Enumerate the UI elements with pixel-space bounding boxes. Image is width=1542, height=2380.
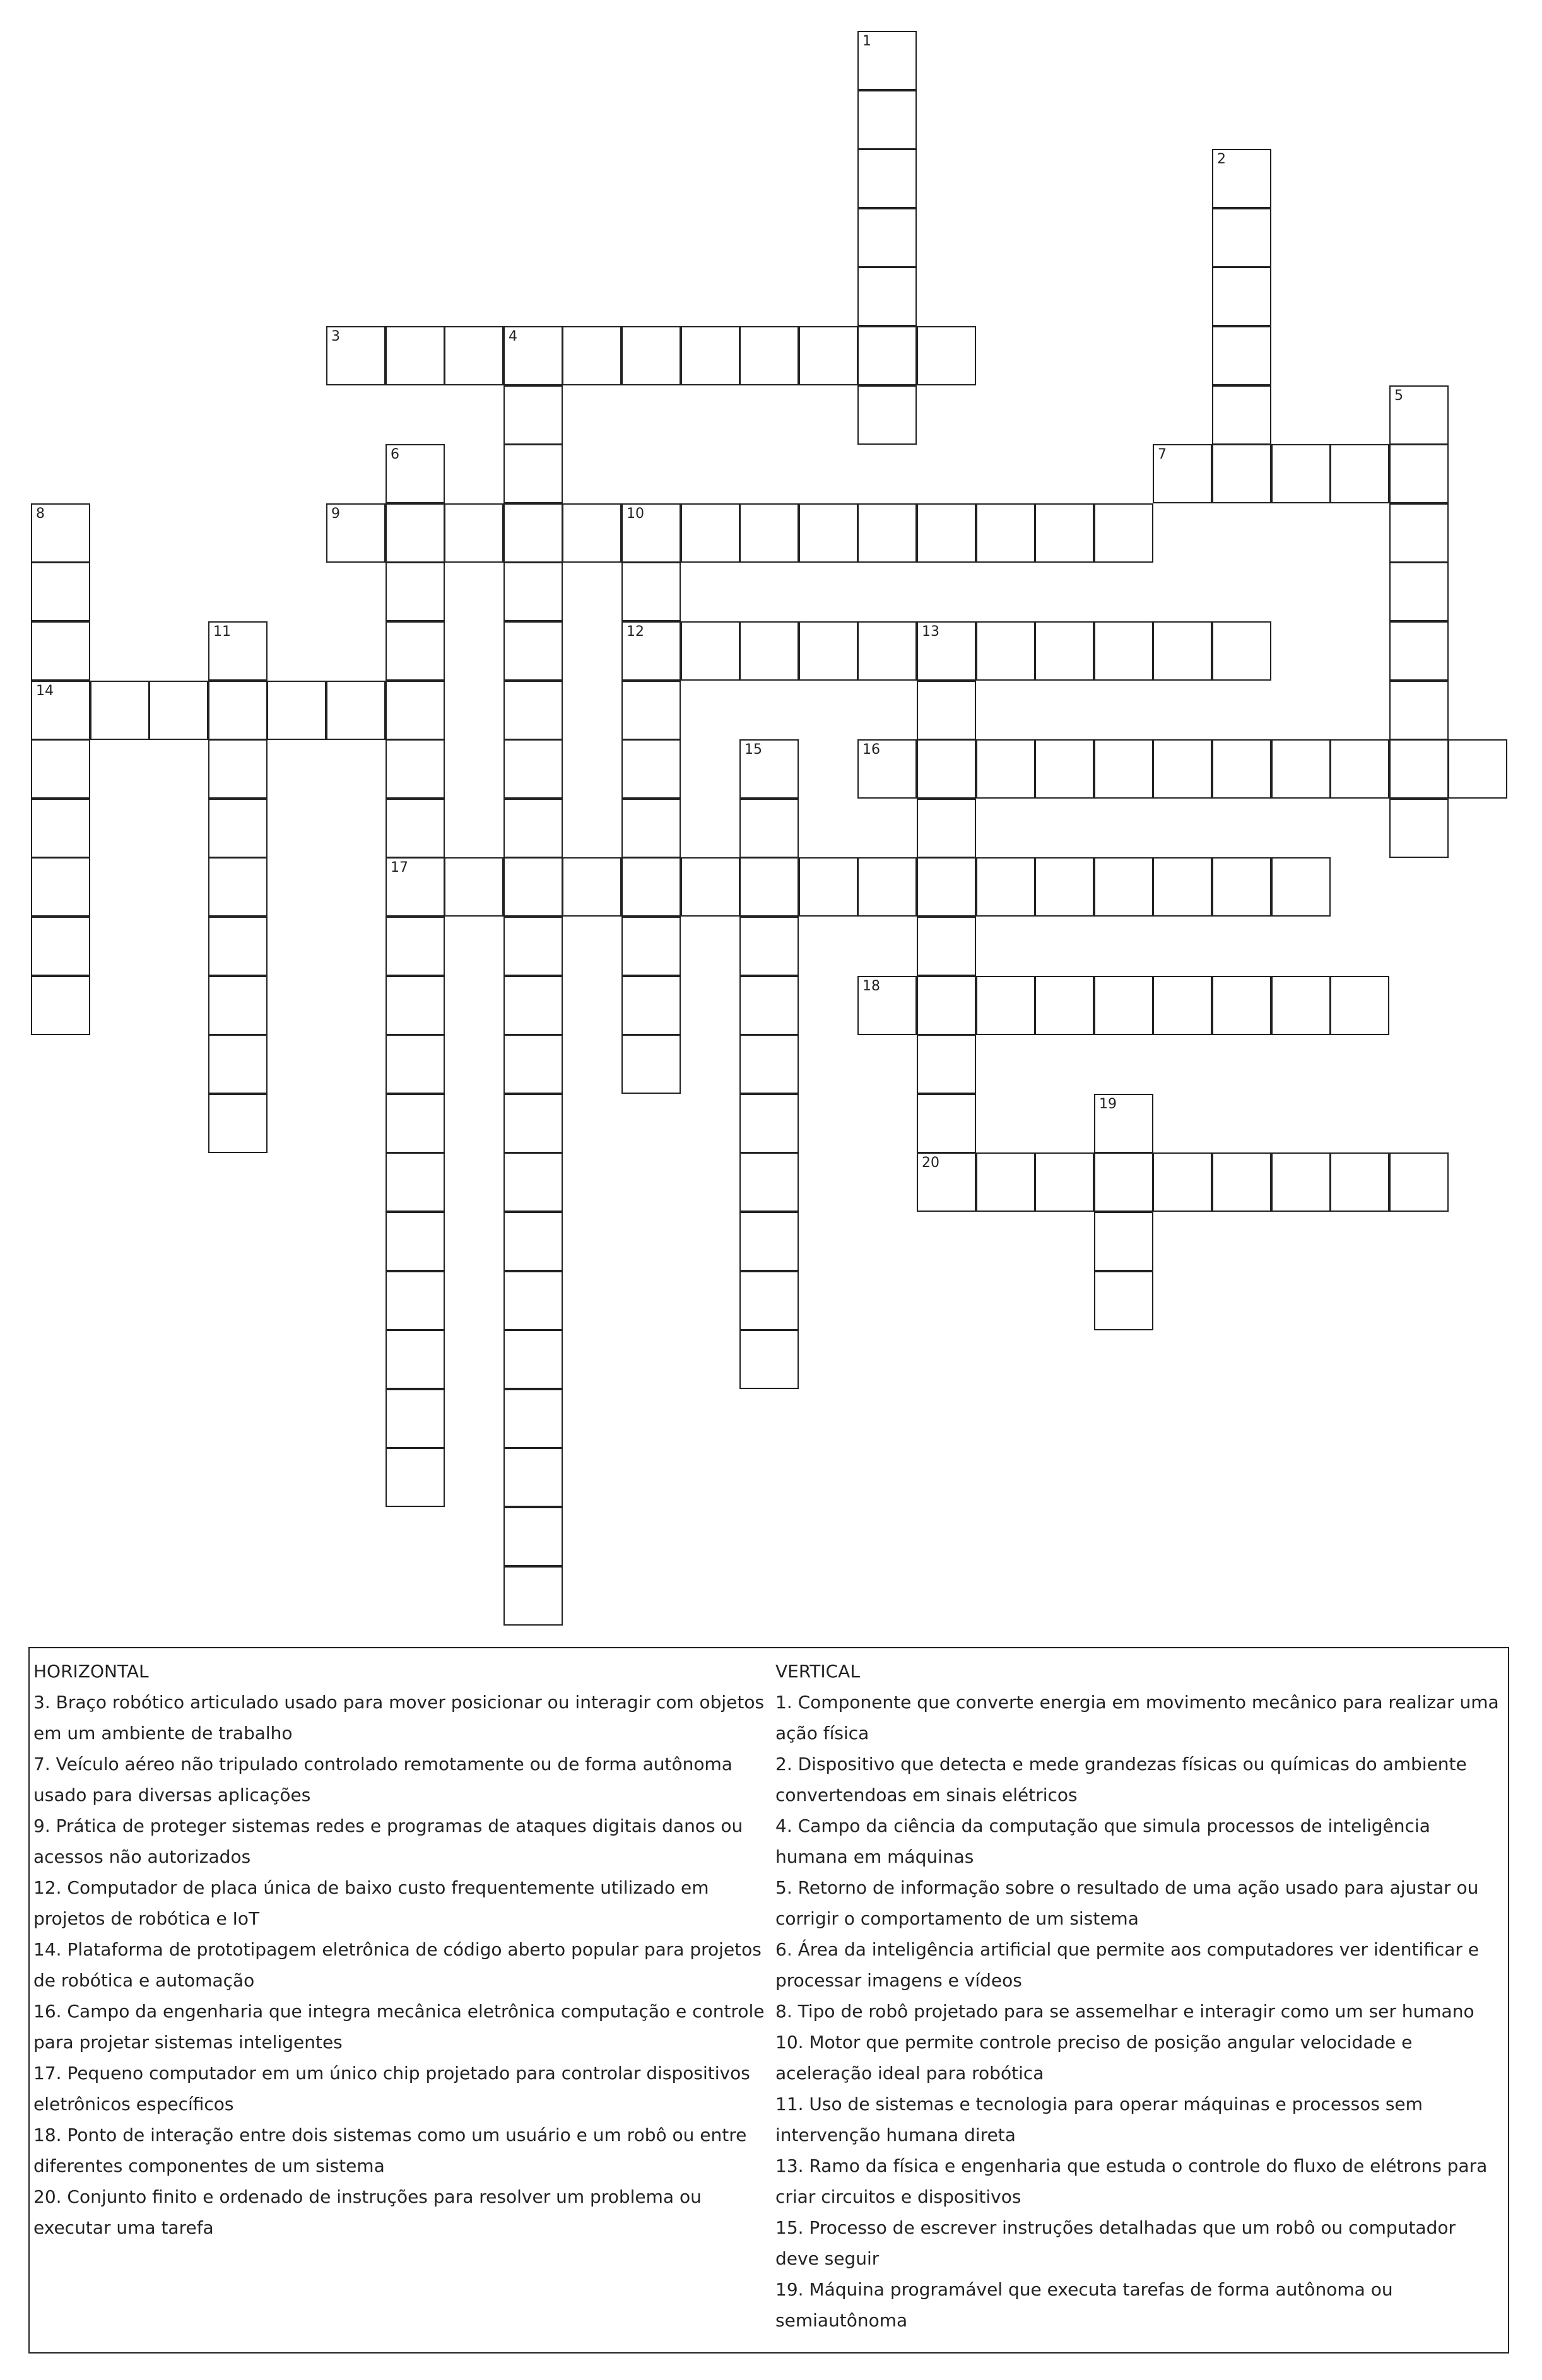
clue-number: 13	[922, 624, 939, 640]
grid-cell[interactable]	[1153, 739, 1212, 799]
clue-number: 4	[509, 329, 517, 344]
grid-cell[interactable]	[1389, 385, 1449, 445]
grid-cell[interactable]	[503, 857, 563, 917]
clue-vertical-6: 6. Área da inteligência artificial que permite aos computadores ver identificar e processar imagens e vídeos	[775, 1939, 1480, 1991]
grid-cell[interactable]	[621, 503, 681, 563]
grid-cell[interactable]	[503, 1271, 563, 1330]
grid-cell[interactable]	[503, 562, 563, 621]
grid-cell[interactable]	[976, 857, 1035, 917]
grid-cell[interactable]	[1212, 326, 1271, 385]
clue-number: 14	[36, 683, 54, 699]
grid-cell[interactable]	[799, 857, 858, 917]
grid-cell[interactable]	[681, 857, 740, 917]
grid-cell[interactable]	[1094, 621, 1153, 681]
grid-cell[interactable]	[799, 621, 858, 681]
clue-vertical-4: 4. Campo da ciência da computação que simula processos de inteligência humana em máquinas	[775, 1815, 1430, 1867]
grid-cell[interactable]	[562, 857, 621, 917]
grid-cell[interactable]	[917, 621, 976, 681]
clue-horizontal-9: 9. Prática de proteger sistemas redes e programas de ataques digitais danos ou acessos não autorizados	[33, 1815, 743, 1867]
grid-cell[interactable]	[503, 799, 563, 858]
grid-cell[interactable]	[739, 503, 799, 563]
grid-cell[interactable]	[31, 562, 90, 621]
clue-number: 12	[627, 624, 644, 640]
grid-cell[interactable]	[621, 857, 681, 917]
grid-cell[interactable]	[976, 976, 1035, 1035]
grid-cell[interactable]	[1094, 1152, 1153, 1212]
grid-cell[interactable]	[857, 90, 917, 149]
grid-cell[interactable]	[386, 1330, 445, 1389]
grid-cell[interactable]	[1212, 149, 1271, 208]
grid-cell[interactable]	[917, 857, 976, 917]
grid-cell[interactable]	[386, 799, 445, 858]
grid-cell[interactable]	[1330, 739, 1389, 799]
grid-cell[interactable]	[1389, 444, 1449, 503]
clue-horizontal-16: 16. Campo da engenharia que integra mecânica eletrônica computação e controle para projetar sistemas inteligentes	[33, 2001, 765, 2053]
grid-cell[interactable]	[621, 1035, 681, 1094]
grid-cell[interactable]	[621, 681, 681, 740]
grid-cell[interactable]	[1212, 385, 1271, 445]
clue-number: 10	[627, 506, 644, 522]
grid-cell[interactable]	[326, 503, 386, 563]
grid-cell[interactable]	[503, 1448, 563, 1507]
grid-cell[interactable]	[503, 1507, 563, 1566]
clue-vertical-2: 2. Dispositivo que detecta e mede grandezas físicas ou químicas do ambiente convertendoas em sinais elétricos	[775, 1754, 1467, 1805]
clue-horizontal-7: 7. Veículo aéreo não tripulado controlado remotamente ou de forma autônoma usado para diversas aplicações	[33, 1754, 733, 1805]
grid-cell[interactable]	[208, 799, 268, 858]
grid-cell[interactable]	[503, 917, 563, 976]
grid-cell[interactable]	[739, 1035, 799, 1094]
clue-number: 17	[391, 860, 408, 876]
grid-cell[interactable]	[1153, 857, 1212, 917]
grid-cell[interactable]	[739, 976, 799, 1035]
grid-cell[interactable]	[739, 917, 799, 976]
grid-cell[interactable]	[31, 799, 90, 858]
grid-cell[interactable]	[799, 503, 858, 563]
grid-cell[interactable]	[1330, 444, 1389, 503]
clue-number: 9	[331, 506, 340, 522]
grid-cell[interactable]	[1389, 739, 1449, 799]
clue-number: 7	[1158, 447, 1167, 462]
grid-cell[interactable]	[739, 799, 799, 858]
grid-cell[interactable]	[1212, 267, 1271, 326]
grid-cell[interactable]	[386, 503, 445, 563]
grid-cell[interactable]	[503, 503, 563, 563]
grid-cell[interactable]	[1035, 976, 1094, 1035]
grid-cell[interactable]	[386, 1212, 445, 1271]
grid-cell[interactable]	[681, 326, 740, 385]
grid-cell[interactable]	[1271, 976, 1331, 1035]
clue-vertical-13: 13. Ramo da física e engenharia que estuda o controle do fluxo de elétrons para criar circuitos e dispositivos	[775, 2155, 1488, 2207]
grid-cell[interactable]	[739, 326, 799, 385]
grid-cell[interactable]	[739, 1212, 799, 1271]
grid-cell[interactable]	[917, 976, 976, 1035]
clue-number: 11	[213, 624, 231, 640]
grid-cell[interactable]	[1094, 1212, 1153, 1271]
grid-cell[interactable]	[386, 739, 445, 799]
grid-cell[interactable]	[1094, 976, 1153, 1035]
clue-horizontal-3: 3. Braço robótico articulado usado para mover posicionar ou interagir com objetos em um ambiente de trabalho	[33, 1692, 765, 1744]
clue-number: 1	[862, 33, 871, 49]
grid-cell[interactable]	[621, 917, 681, 976]
grid-cell[interactable]	[857, 385, 917, 445]
grid-cell[interactable]	[1389, 799, 1449, 858]
grid-cell[interactable]	[444, 503, 503, 563]
grid-cell[interactable]	[917, 503, 976, 563]
grid-cell[interactable]	[857, 149, 917, 208]
grid-cell[interactable]	[386, 326, 445, 385]
grid-cell[interactable]	[917, 799, 976, 858]
grid-cell[interactable]	[857, 326, 917, 385]
grid-cell[interactable]	[1212, 739, 1271, 799]
grid-cell[interactable]	[917, 739, 976, 799]
grid-cell[interactable]	[208, 681, 268, 740]
grid-cell[interactable]	[917, 1152, 976, 1212]
grid-cell[interactable]	[31, 739, 90, 799]
grid-cell[interactable]	[857, 267, 917, 326]
grid-cell[interactable]	[31, 976, 90, 1035]
grid-cell[interactable]	[621, 799, 681, 858]
grid-cell[interactable]	[208, 739, 268, 799]
grid-cell[interactable]	[1212, 208, 1271, 267]
grid-cell[interactable]	[386, 857, 445, 917]
grid-cell[interactable]	[799, 326, 858, 385]
grid-cell[interactable]	[503, 1212, 563, 1271]
grid-cell[interactable]	[386, 1389, 445, 1448]
clue-number: 5	[1394, 388, 1403, 404]
clue-vertical-19: 19. Máquina programável que executa tarefas de forma autônoma ou semiautônoma	[775, 2279, 1393, 2331]
clue-number: 8	[36, 506, 45, 522]
grid-cell[interactable]	[917, 1094, 976, 1153]
grid-cell[interactable]	[1094, 1094, 1153, 1153]
vertical-heading: VERTICAL	[775, 1661, 860, 1682]
grid-cell[interactable]	[1212, 444, 1271, 503]
grid-cell[interactable]	[208, 621, 268, 681]
grid-cell[interactable]	[621, 739, 681, 799]
clue-number: 20	[922, 1155, 939, 1171]
grid-cell[interactable]	[681, 503, 740, 563]
grid-cell[interactable]	[621, 326, 681, 385]
grid-cell[interactable]	[267, 681, 326, 740]
grid-cell[interactable]	[503, 1330, 563, 1389]
grid-cell[interactable]	[1153, 621, 1212, 681]
grid-cell[interactable]	[208, 1094, 268, 1153]
grid-cell[interactable]	[857, 857, 917, 917]
grid-cell[interactable]	[1035, 1152, 1094, 1212]
clue-vertical-10: 10. Motor que permite controle preciso de posição angular velocidade e aceleração ideal para robótica	[775, 2032, 1413, 2084]
clue-number: 3	[331, 329, 340, 344]
grid-cell[interactable]	[917, 326, 976, 385]
grid-cell[interactable]	[386, 1271, 445, 1330]
grid-cell[interactable]	[386, 1448, 445, 1507]
clue-number: 16	[862, 742, 880, 758]
grid-cell[interactable]	[621, 976, 681, 1035]
grid-cell[interactable]	[503, 1035, 563, 1094]
grid-cell[interactable]	[208, 857, 268, 917]
grid-cell[interactable]	[1448, 739, 1507, 799]
grid-cell[interactable]	[857, 503, 917, 563]
grid-cell[interactable]	[739, 857, 799, 917]
grid-cell[interactable]	[857, 208, 917, 267]
horizontal-clues-column	[33, 1656, 772, 2243]
grid-cell[interactable]	[976, 503, 1035, 563]
grid-cell[interactable]	[1094, 1271, 1153, 1330]
grid-cell[interactable]	[503, 976, 563, 1035]
grid-cell[interactable]	[1153, 444, 1212, 503]
grid-cell[interactable]	[739, 1152, 799, 1212]
grid-cell[interactable]	[562, 326, 621, 385]
grid-cell[interactable]	[503, 739, 563, 799]
grid-cell[interactable]	[31, 917, 90, 976]
grid-cell[interactable]	[1212, 976, 1271, 1035]
grid-cell[interactable]	[1271, 739, 1331, 799]
clue-horizontal-14: 14. Plataforma de prototipagem eletrônica de código aberto popular para projetos de robótica e automação	[33, 1939, 762, 1991]
clue-horizontal-20: 20. Conjunto finito e ordenado de instruções para resolver um problema ou executar uma tarefa	[33, 2186, 702, 2238]
grid-cell[interactable]	[386, 1152, 445, 1212]
grid-cell[interactable]	[444, 857, 503, 917]
grid-cell[interactable]	[1094, 857, 1153, 917]
grid-cell[interactable]	[1389, 621, 1449, 681]
grid-cell[interactable]	[1389, 1152, 1449, 1212]
grid-cell[interactable]	[1212, 1152, 1271, 1212]
grid-cell[interactable]	[31, 503, 90, 563]
grid-cell[interactable]	[386, 562, 445, 621]
clue-number: 18	[862, 978, 880, 994]
grid-cell[interactable]	[739, 621, 799, 681]
clue-vertical-11: 11. Uso de sistemas e tecnologia para operar máquinas e processos sem intervenção humana direta	[775, 2094, 1423, 2145]
grid-cell[interactable]	[739, 739, 799, 799]
grid-cell[interactable]	[208, 1035, 268, 1094]
grid-cell[interactable]	[503, 326, 563, 385]
grid-cell[interactable]	[739, 1330, 799, 1389]
clue-number: 19	[1099, 1096, 1117, 1112]
grid-cell[interactable]	[386, 681, 445, 740]
clue-vertical-1: 1. Componente que converte energia em movimento mecânico para realizar uma ação física	[775, 1692, 1499, 1744]
grid-cell[interactable]	[503, 444, 563, 503]
grid-cell[interactable]	[31, 681, 90, 740]
grid-cell[interactable]	[1094, 739, 1153, 799]
grid-cell[interactable]	[917, 681, 976, 740]
grid-cell[interactable]	[976, 739, 1035, 799]
grid-cell[interactable]	[444, 326, 503, 385]
grid-cell[interactable]	[562, 503, 621, 563]
grid-cell[interactable]	[503, 385, 563, 445]
grid-cell[interactable]	[386, 976, 445, 1035]
clue-number: 2	[1217, 151, 1226, 167]
clue-horizontal-18: 18. Ponto de interação entre dois sistemas como um usuário e um robô ou entre diferentes componentes de um sistema	[33, 2125, 747, 2176]
clue-number: 6	[391, 447, 399, 462]
grid-cell[interactable]	[621, 562, 681, 621]
grid-cell[interactable]	[917, 1035, 976, 1094]
grid-cell[interactable]	[386, 1035, 445, 1094]
grid-cell[interactable]	[1035, 739, 1094, 799]
grid-cell[interactable]	[1035, 857, 1094, 917]
grid-cell[interactable]	[1153, 1152, 1212, 1212]
clue-vertical-5: 5. Retorno de informação sobre o resultado de uma ação usado para ajustar ou corrigir o comportamento de um sistema	[775, 1877, 1479, 1929]
clues-panel	[28, 1647, 1509, 2354]
grid-cell[interactable]	[503, 621, 563, 681]
grid-cell[interactable]	[1330, 976, 1389, 1035]
grid-cell[interactable]	[1389, 503, 1449, 563]
grid-cell[interactable]	[1212, 857, 1271, 917]
grid-cell[interactable]	[503, 1094, 563, 1153]
grid-cell[interactable]	[1035, 621, 1094, 681]
grid-cell[interactable]	[681, 621, 740, 681]
grid-cell[interactable]	[503, 681, 563, 740]
grid-cell[interactable]	[503, 1566, 563, 1626]
clue-number: 15	[745, 742, 762, 758]
grid-cell[interactable]	[1389, 681, 1449, 740]
clue-vertical-15: 15. Processo de escrever instruções detalhadas que um robô ou computador deve seguir	[775, 2217, 1456, 2269]
grid-cell[interactable]	[503, 1152, 563, 1212]
clue-horizontal-12: 12. Computador de placa única de baixo custo frequentemente utilizado em projetos de robótica e IoT	[33, 1877, 709, 1929]
clue-vertical-8: 8. Tipo de robô projetado para se assemelhar e interagir como um ser humano	[775, 2001, 1474, 2022]
grid-cell[interactable]	[386, 1094, 445, 1153]
grid-cell[interactable]	[1330, 1152, 1389, 1212]
grid-cell[interactable]	[31, 621, 90, 681]
grid-cell[interactable]	[1153, 976, 1212, 1035]
grid-cell[interactable]	[857, 739, 917, 799]
grid-cell[interactable]	[976, 621, 1035, 681]
grid-cell[interactable]	[386, 444, 445, 503]
clue-horizontal-17: 17. Pequeno computador em um único chip projetado para controlar dispositivos eletrônicos específicos	[33, 2063, 750, 2114]
grid-cell[interactable]	[31, 857, 90, 917]
grid-cell[interactable]	[1035, 503, 1094, 563]
grid-cell[interactable]	[857, 31, 917, 90]
horizontal-heading: HORIZONTAL	[33, 1661, 149, 1682]
grid-cell[interactable]	[1271, 857, 1331, 917]
grid-cell[interactable]	[149, 681, 208, 740]
grid-cell[interactable]	[90, 681, 150, 740]
grid-cell[interactable]	[386, 917, 445, 976]
grid-cell[interactable]	[739, 1094, 799, 1153]
grid-cell[interactable]	[326, 681, 386, 740]
grid-cell[interactable]	[326, 326, 386, 385]
grid-cell[interactable]	[857, 621, 917, 681]
grid-cell[interactable]	[1271, 444, 1331, 503]
grid-cell[interactable]	[857, 976, 917, 1035]
grid-cell[interactable]	[1094, 503, 1153, 563]
grid-cell[interactable]	[621, 621, 681, 681]
grid-cell[interactable]	[503, 1389, 563, 1448]
grid-cell[interactable]	[917, 917, 976, 976]
grid-cell[interactable]	[386, 621, 445, 681]
vertical-clues-column	[775, 1656, 1504, 2336]
grid-cell[interactable]	[1271, 1152, 1331, 1212]
grid-cell[interactable]	[1389, 562, 1449, 621]
grid-cell[interactable]	[208, 976, 268, 1035]
grid-cell[interactable]	[739, 1271, 799, 1330]
grid-cell[interactable]	[208, 917, 268, 976]
grid-cell[interactable]	[976, 1152, 1035, 1212]
grid-cell[interactable]	[1212, 621, 1271, 681]
